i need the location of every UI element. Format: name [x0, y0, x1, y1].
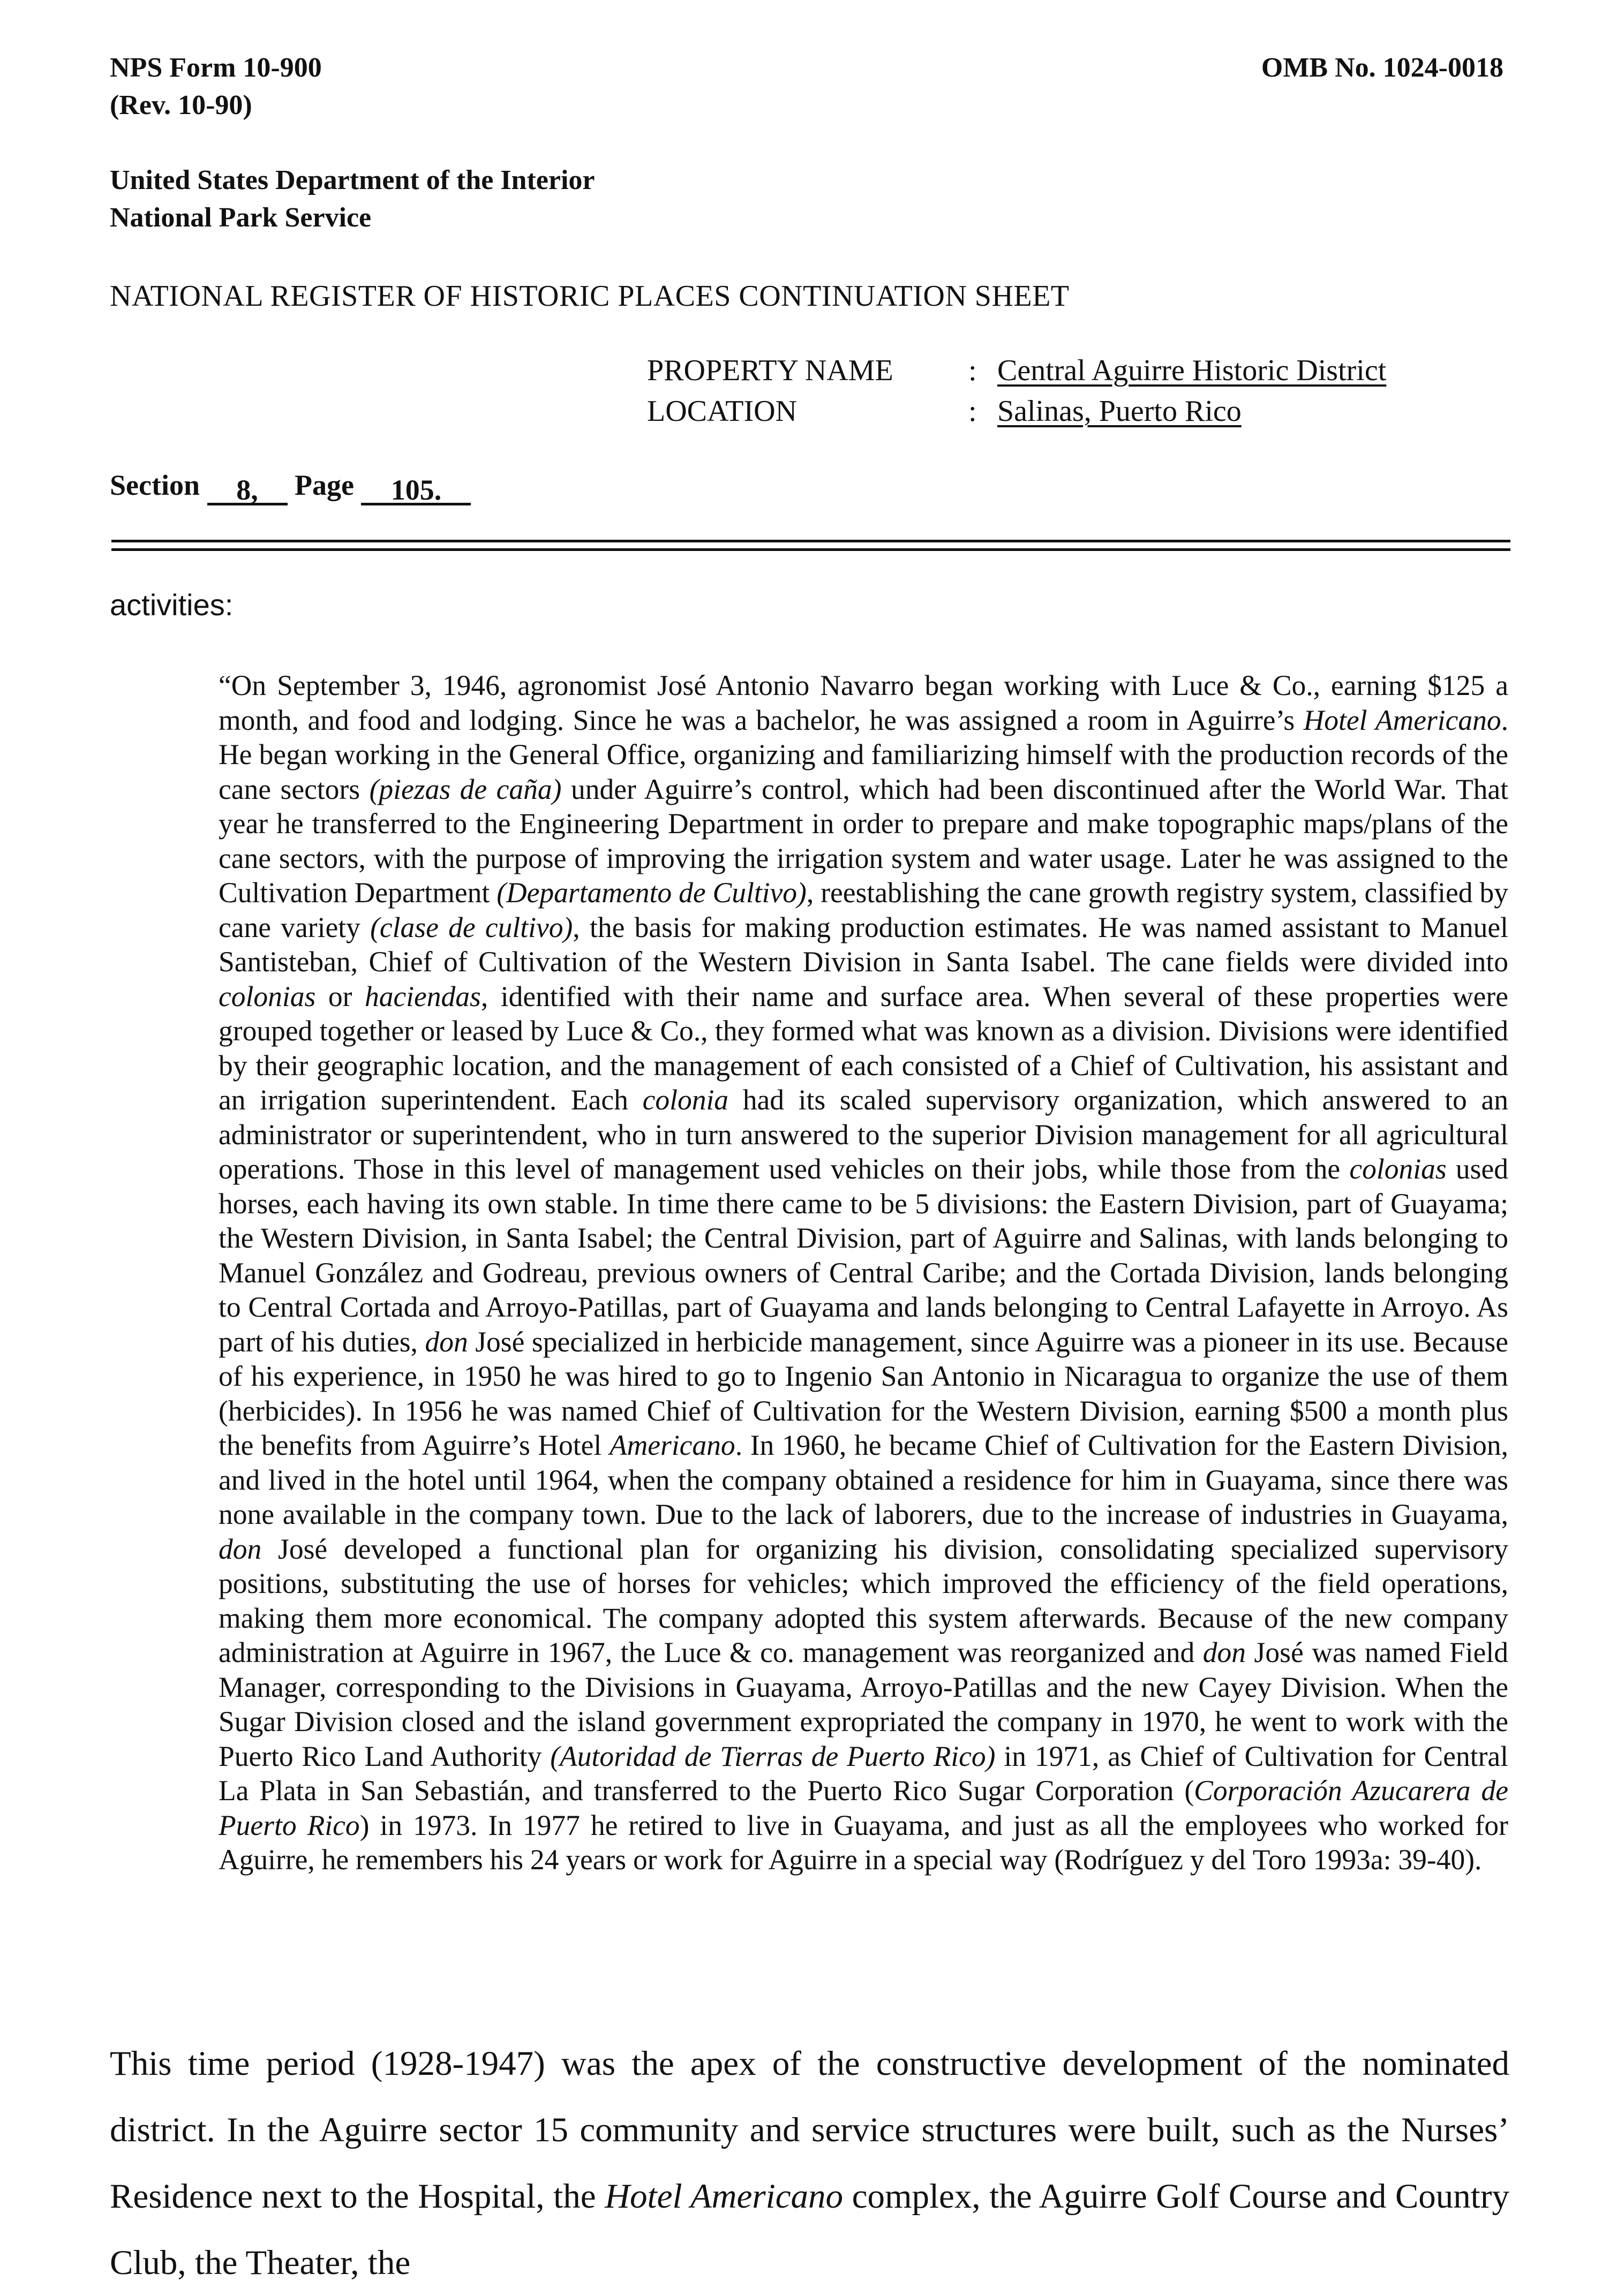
text-run: José was named Field Manager, corresponding to the Divisions in Guayama, Arroyo-Patillas and the new Cayey Division. When the Sugar Division closed and the island government expropriated the company in 1970, he went to work with the Puerto Rico Land Authority [219, 1636, 1509, 1772]
text-run: complex, the Aguirre Golf Course and Country Club, the Theater, the [110, 2177, 1509, 2282]
italic-text-run: (Departamento de Cultivo) [497, 877, 807, 909]
text-run: had its scaled supervisory organization, which answered to an administrator or superintendent, who in turn answered to the superior Division management for all agricultural operations. Those in this level of management used vehicles on their jobs, while those from the [219, 1084, 1508, 1185]
body-paragraph-text [110, 2030, 1509, 2296]
text-run: in 1971, as Chief of Cultivation for Central La Plata in San Sebastián, and transferred to the Puerto Rico Sugar Corporation ( [219, 1740, 1509, 1807]
property-name-colon: : [968, 354, 977, 387]
body-paragraph [110, 2030, 1509, 2296]
block-quote-text [219, 668, 1508, 1877]
italic-text-run: (piezas de caña) [369, 773, 562, 805]
italic-text-run: don [425, 1325, 468, 1358]
property-colons [968, 350, 977, 432]
italic-text-run: Hotel Americano [605, 2177, 844, 2216]
section-page-line [110, 465, 471, 505]
agency-name: National Park Service [110, 202, 372, 233]
page-label: Page [295, 469, 354, 501]
text-run: José developed a functional plan for organizing his division, consolidating specialized supervisory positions, substituting the use of horses for vehicles; which improved the efficiency of the field operations, making them more economical. The company adopted this system afterwards. Because of the new company administration at Aguirre in 1967, the Luce & co. management was reorganized and [219, 1532, 1508, 1668]
register-title: NATIONAL REGISTER OF HISTORIC PLACES CONTINUATION SHEET [110, 280, 1070, 313]
section-label: Section [110, 469, 200, 501]
omb-number: OMB No. 1024-0018 [1261, 52, 1503, 83]
italic-text-run: Corporación Azucarera de Puerto Rico [219, 1774, 1508, 1841]
italic-text-run: colonias [1349, 1153, 1447, 1185]
text-run: under Aguirre’s control, which had been discontinued after the World War. That year he transferred to the Engineering Department in order to prepare and make topographic maps/plans of the cane sectors, with the purpose of improving the irrigation system and water usage. Later he was assigned to the Cultivation Department [219, 773, 1508, 909]
page-terminator: . [434, 474, 442, 506]
italic-text-run: colonia [642, 1084, 729, 1116]
italic-text-run: Americano [609, 1429, 735, 1461]
italic-text-run: don [219, 1532, 262, 1565]
italic-text-run: colonias [219, 980, 316, 1013]
text-run: used horses, each having its own stable. In time there came to be 5 divisions: the Eastern Division, part of Guayama; the Western Division, in Santa Isabel; the Central Division, part of Aguirre and Salinas, with lands belonging to Manuel González and Godreau, previous owners of Central Caribe; and the Cortada Division, lands belonging to Central Cortada and Arroyo-Patillas, part of Guayama and lands belonging to Central Lafayette in Arroyo. As part of his duties, [219, 1153, 1508, 1358]
text-run: . He began working in the General Office, organizing and familiarizing himself with the production records of the cane sectors [219, 704, 1509, 805]
page-number: 105 [390, 474, 434, 506]
italic-text-run: don [1202, 1636, 1246, 1668]
italic-text-run: (clase de cultivo) [370, 911, 573, 943]
location-label: LOCATION [647, 395, 797, 428]
property-values [997, 350, 1386, 432]
text-run: , identified with their name and surface area. When several of these properties were grouped together or leased by Luce & Co., they formed what was known as a division. Divisions were identified by their geographic location, and the management of each consisted of a Chief of Cultivation, his assistant and an irrigation superintendent. Each [219, 980, 1508, 1116]
location-colon: : [968, 395, 977, 428]
text-run: “On September 3, 1946, agronomist José Antonio Navarro began working with Luce & Co., earning $125 a month, and food and lodging. Since he was a bachelor, he was assigned a room in Aguirre’s [219, 669, 1508, 736]
section-separator: , [251, 474, 258, 506]
location-value: Salinas, Puerto Rico [997, 395, 1242, 428]
property-name-value: Central Aguirre Historic District [997, 354, 1387, 387]
header-divider-bottom [111, 548, 1510, 551]
italic-text-run: (Autoridad de Tierras de Puerto Rico) [550, 1740, 996, 1772]
text-run: José specialized in herbicide management, since Aguirre was a pioneer in its use. Because of his experience, in 1950 he was hired to go to Ingenio San Antonio in Nicaragua to organize the use of them (herbicides). In 1956 he was named Chief of Cultivation for the Western Division, earning $500 a month plus the benefits from Aguirre’s Hotel [219, 1325, 1508, 1461]
block-quote [219, 668, 1508, 1877]
activities-intro: activities: [110, 588, 234, 622]
text-run: , the basis for making production estimates. He was named assistant to Manuel Santisteban, Chief of Cultivation of the Western Division in Santa Isabel. The cane fields were divided into [219, 911, 1508, 978]
text-run: This time period (1928-1947) was the apex of the constructive development of the nominated district. In the Aguirre sector 15 community and service structures were built, such as the Nurses’ Residence next to the Hospital, the [110, 2044, 1509, 2216]
form-revision: (Rev. 10-90) [110, 90, 252, 120]
section-number-field [207, 470, 288, 505]
header-divider-top [111, 540, 1510, 542]
page-number-field [361, 470, 471, 505]
text-run: or [315, 980, 365, 1013]
form-identifier [110, 49, 322, 124]
text-run: . In 1960, he became Chief of Cultivation for the Eastern Division, and lived in the hotel until 1964, when the company obtained a residence for him in Guayama, since there was none available in the company town. Due to the lack of laborers, due to the increase of industries in Guayama, [219, 1429, 1509, 1530]
property-name-label: PROPERTY NAME [647, 354, 893, 387]
department-name: United States Department of the Interior [110, 165, 595, 195]
italic-text-run: haciendas [364, 980, 481, 1013]
section-number: 8 [236, 474, 251, 506]
italic-text-run: Hotel Americano [1303, 704, 1501, 736]
agency-block [110, 162, 595, 237]
text-run: ) in 1973. In 1977 he retired to live in Guayama, and just as all the employees who worked for Aguirre, he remembers his 24 years or work for Aguirre in a special way (Rodríguez y del Toro 1993a: 39-40). [219, 1809, 1508, 1876]
text-run: , reestablishing the cane growth registry system, classified by cane variety [219, 877, 1508, 943]
form-number: NPS Form 10-900 [110, 52, 322, 83]
property-labels [647, 350, 893, 432]
